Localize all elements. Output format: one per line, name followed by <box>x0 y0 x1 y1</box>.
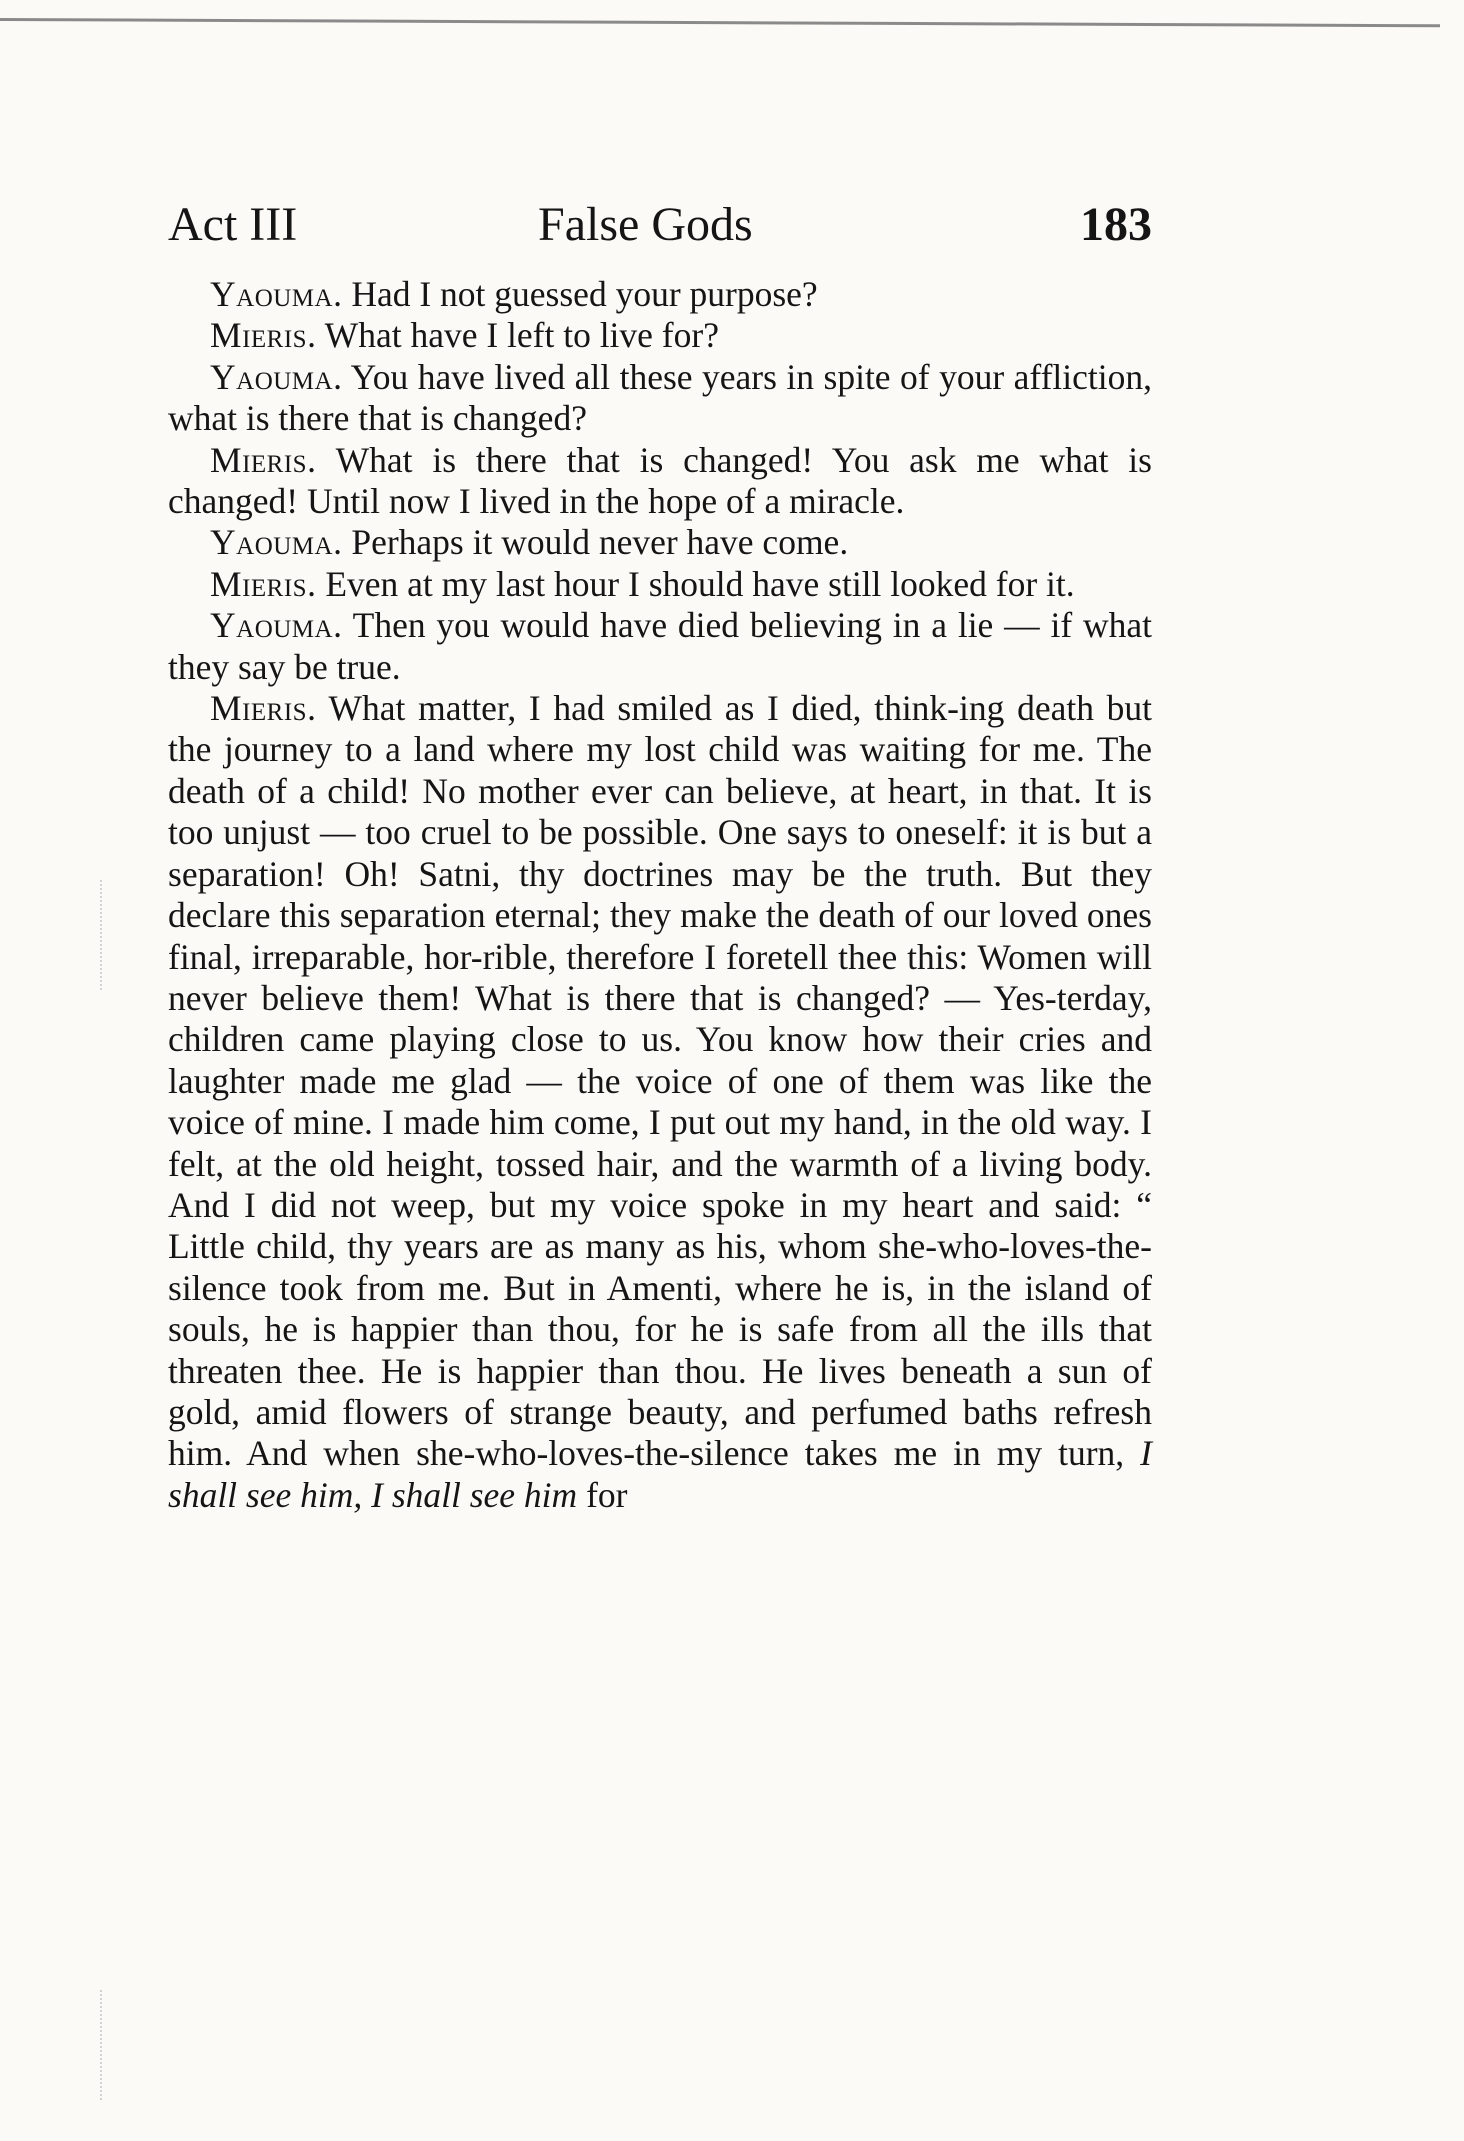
speaker-name: Mieris. <box>210 315 317 356</box>
dialogue-text <box>168 274 1152 1516</box>
speaker-name: Yaouma. <box>210 522 343 563</box>
line-text: Even at my last hour I should have still looked for it. <box>316 563 1075 604</box>
running-head <box>168 190 1152 260</box>
dialogue-line <box>168 274 1152 315</box>
paper-speckle <box>100 1990 110 2100</box>
speaker-name: Yaouma. <box>210 274 343 314</box>
paper-speckle <box>100 880 110 990</box>
dialogue-line <box>168 440 1152 523</box>
page-number: 183 <box>1080 198 1152 251</box>
line-text: Then you would have died believing in a lie — if what they say be true. <box>168 605 1152 687</box>
line-text: You have lived all these years in spite of your affliction, what is there that is changed? <box>168 356 1152 439</box>
line-text: What matter, I had smiled as I died, think-ing death but the journey to a land where my lost child was waiting for me. The death of a child! No mother ever can believe, at heart, in that. It is too unjust — too cruel to be possible. One says to oneself: it is but a separation! Oh! Satni, thy doctrines may be the truth. But they declare this separation eternal; they make the death of our loved ones final, irreparable, hor-rible, therefore I foretell thee this: Women will never believe them! What is there that is changed? — Yes-terday, children came playing close to us. You know how their cries and laughter made me glad — the voice of one of them was like the voice of mine. I made him come, I put out my hand, in the old way. I felt, at the old height, tossed hair, and the warmth of a living body. And I did not weep, but my voice spoke in my heart and said: “ Little child, thy years are as many as his, whom she-who-loves-the-silence took from me. But in Amenti, where he is, in the island of souls, he is happier than thou, for he is safe from all the ills that threaten thee. He is happier than thou. He lives beneath a sun of gold, amid flowers of strange beauty, and perfumed baths refresh him. And when she-who-loves-the-silence takes me in my turn, <box>168 688 1152 1474</box>
dialogue-line <box>168 605 1152 688</box>
dialogue-line <box>168 688 1152 1516</box>
line-text: Perhaps it would never have come. <box>342 522 849 563</box>
line-text: Had I not guessed your purpose? <box>342 274 818 314</box>
book-page <box>168 190 1152 1516</box>
speaker-name: Mieris. <box>210 688 317 729</box>
line-text: What is there that is changed! You ask me what is changed! Until now I lived in the hope of a miracle. <box>168 439 1152 522</box>
line-text: What have I left to live for? <box>316 315 719 356</box>
speaker-name: Yaouma. <box>210 356 343 397</box>
top-edge-rule <box>0 18 1440 27</box>
act-label: Act III <box>168 198 298 251</box>
dialogue-line <box>168 522 1152 563</box>
speaker-name: Mieris. <box>210 439 317 480</box>
dialogue-line <box>168 564 1152 605</box>
book-title: False Gods <box>538 198 753 251</box>
dialogue-line <box>168 315 1152 356</box>
speaker-name: Yaouma. <box>210 605 343 646</box>
line-text-continuation: for <box>577 1474 628 1515</box>
emphasized-text: I shall see him, I shall see him <box>168 1433 1152 1515</box>
dialogue-line <box>168 357 1152 440</box>
speaker-name: Mieris. <box>210 563 317 604</box>
